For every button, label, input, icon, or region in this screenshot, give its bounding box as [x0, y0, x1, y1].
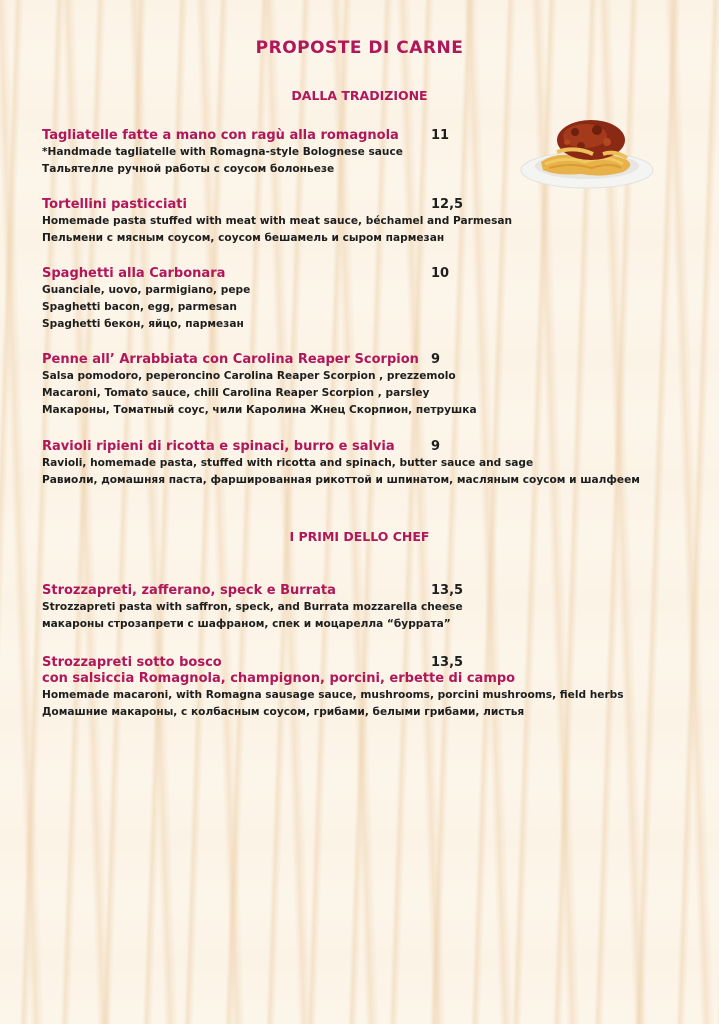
section-title-tradizione: DALLA TRADIZIONE: [291, 88, 428, 103]
dish-name: Ravioli ripieni di ricotta e spinaci, burro e salvia: [42, 439, 395, 454]
dish-price: 11: [431, 128, 450, 143]
dish-name: Strozzapreti, zafferano, speck e Burrata: [42, 583, 336, 598]
dish-name: Spaghetti alla Carbonara: [42, 266, 226, 281]
dish-description: Homemade pasta stuffed with meat with meat sauce, béchamel and Parmesan: [42, 215, 513, 227]
dish-name: Tortellini pasticciati: [42, 197, 187, 212]
menu-item-strozzapreti-bosco: [42, 655, 682, 721]
dish-name: Tagliatelle fatte a mano con ragù alla romagnola: [42, 128, 399, 143]
menu-item-ravioli: [42, 439, 682, 489]
menu-item-strozzapreti-zafferano: [42, 583, 682, 633]
dish-price: 10: [431, 266, 450, 281]
menu-item-tortellini: [42, 197, 682, 247]
dish-name: Strozzapreti sotto bosco: [42, 655, 222, 670]
dish-description: Домашние макароны, с колбасным соусом, грибами, белыми грибами, листья: [42, 706, 525, 718]
dish-description: макароны строзапрети с шафраном, спек и моцарелла “буррата”: [42, 618, 451, 630]
dish-description: Salsa pomodoro, peperoncino Carolina Reaper Scorpion , prezzemolo: [42, 370, 456, 382]
dish-description: Spaghetti бекон, яйцо, пармезан: [42, 318, 244, 330]
dish-description: Тальятелле ручной работы с соусом болоньезе: [42, 163, 335, 175]
page-title: PROPOSTE DI CARNE: [255, 38, 464, 58]
dish-description: Пельмени с мясным соусом, соусом бешамель и сыром пармезан: [42, 232, 445, 244]
section-title-chef: I PRIMI DELLO CHEF: [289, 529, 430, 544]
dish-description: Ravioli, homemade pasta, stuffed with ricotta and spinach, butter sauce and sage: [42, 457, 534, 469]
menu-item-carbonara: [42, 266, 682, 333]
dish-description: Макароны, Томатный соус, чили Каролина Жнец Скорпион, петрушка: [42, 404, 477, 416]
dish-name: Penne all’ Arrabbiata con Carolina Reaper Scorpion: [42, 352, 419, 367]
dish-price: 9: [431, 439, 441, 454]
dish-description: Равиоли, домашняя паста, фаршированная рикоттой и шпинатом, масляным соусом и шалфеем: [42, 474, 640, 486]
dish-description: Homemade macaroni, with Romagna sausage sauce, mushrooms, porcini mushrooms, field herbs: [42, 689, 624, 701]
dish-price: 13,5: [431, 655, 464, 670]
dish-description: Strozzapreti pasta with saffron, speck, and Burrata mozzarella cheese: [42, 601, 463, 613]
dish-price: 9: [431, 352, 441, 367]
dish-price: 13,5: [431, 583, 464, 598]
dish-description: Guanciale, uovo, parmigiano, pepe: [42, 284, 251, 296]
dish-description: Macaroni, Tomato sauce, chili Carolina Reaper Scorpion , parsley: [42, 387, 430, 399]
dish-description: Spaghetti bacon, egg, parmesan: [42, 301, 237, 313]
dish-price: 12,5: [431, 197, 464, 212]
menu-item-arrabbiata: [42, 352, 682, 419]
dish-subname: con salsiccia Romagnola, champignon, porcini, erbette di campo: [42, 671, 516, 686]
dish-description: *Handmade tagliatelle with Romagna-style Bolognese sauce: [42, 146, 403, 158]
menu-item-tagliatelle: [42, 128, 682, 178]
